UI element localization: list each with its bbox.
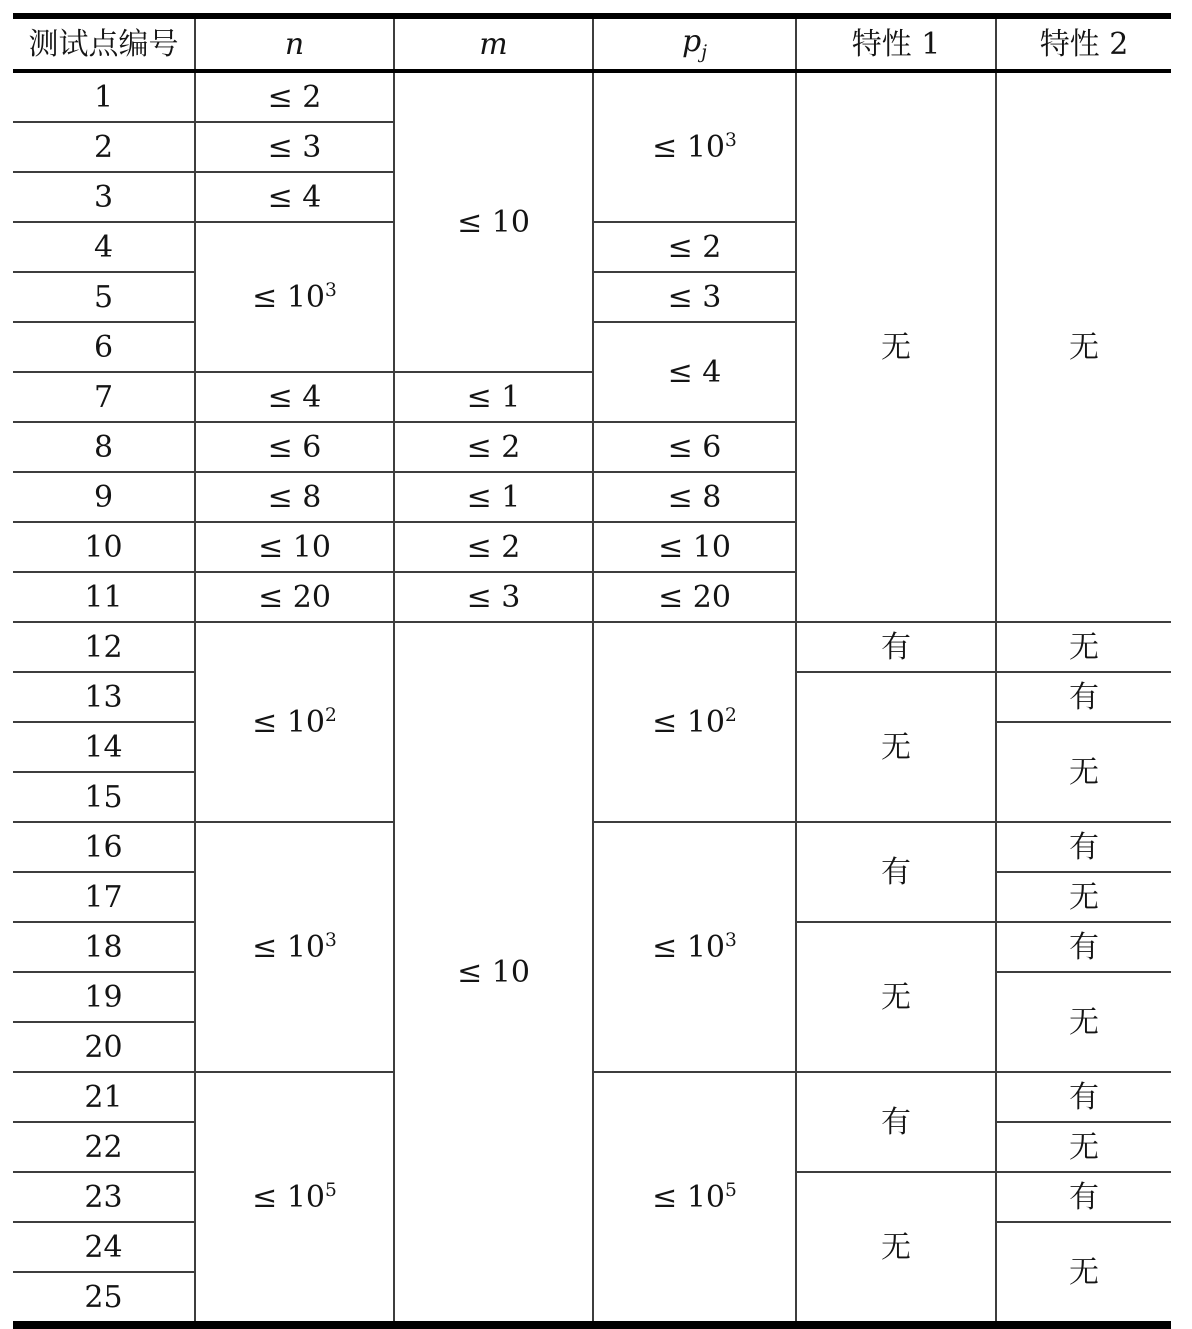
cell-row21-feature1: 有 xyxy=(796,1072,996,1172)
col-header-feature-1: 特性 1 xyxy=(796,16,996,71)
cell-row14-feature2: 无 xyxy=(996,722,1171,822)
cell-row15-test_point_id: 15 xyxy=(13,772,195,822)
cell-row21-feature2: 有 xyxy=(996,1072,1171,1122)
cell-row13-test_point_id: 13 xyxy=(13,672,195,722)
test-point-constraints-table xyxy=(13,13,1171,1329)
cell-row4-n: ≤ $10^3$ xyxy=(195,222,394,372)
cell-row23-feature2: 有 xyxy=(996,1172,1171,1222)
col-header-m: m xyxy=(394,16,593,71)
cell-row7-n: ≤ 4 xyxy=(195,372,394,422)
cell-row11-p_j: ≤ 20 xyxy=(593,572,796,622)
col-header-test-point-id: 测试点编号 xyxy=(13,16,195,71)
cell-row10-test_point_id: 10 xyxy=(13,522,195,572)
cell-row11-m: ≤ 3 xyxy=(394,572,593,622)
col-header-feature-2: 特性 2 xyxy=(996,16,1171,71)
cell-row18-test_point_id: 18 xyxy=(13,922,195,972)
cell-row1-p_j: ≤ $10^3$ xyxy=(593,71,796,222)
cell-row3-test_point_id: 3 xyxy=(13,172,195,222)
cell-row16-feature1: 有 xyxy=(796,822,996,922)
table-row-1 xyxy=(13,71,1171,122)
cell-row8-n: ≤ 6 xyxy=(195,422,394,472)
cell-row22-feature2: 无 xyxy=(996,1122,1171,1172)
cell-row13-feature1: 无 xyxy=(796,672,996,822)
cell-row4-test_point_id: 4 xyxy=(13,222,195,272)
cell-row1-n: ≤ 2 xyxy=(195,71,394,122)
cell-row19-feature2: 无 xyxy=(996,972,1171,1072)
cell-row4-p_j: ≤ 2 xyxy=(593,222,796,272)
cell-row19-test_point_id: 19 xyxy=(13,972,195,1022)
document-page xyxy=(13,13,1171,1329)
cell-row18-feature1: 无 xyxy=(796,922,996,1072)
cell-row12-test_point_id: 12 xyxy=(13,622,195,672)
cell-row22-test_point_id: 22 xyxy=(13,1122,195,1172)
cell-row12-n: ≤ $10^2$ xyxy=(195,622,394,822)
cell-row12-feature1: 有 xyxy=(796,622,996,672)
col-header-p-j: $p_j$ xyxy=(593,16,796,71)
cell-row9-test_point_id: 9 xyxy=(13,472,195,522)
cell-row16-p_j: ≤ $10^3$ xyxy=(593,822,796,1072)
cell-row10-m: ≤ 2 xyxy=(394,522,593,572)
cell-row8-m: ≤ 2 xyxy=(394,422,593,472)
cell-row9-p_j: ≤ 8 xyxy=(593,472,796,522)
cell-row5-p_j: ≤ 3 xyxy=(593,272,796,322)
cell-row9-m: ≤ 1 xyxy=(394,472,593,522)
cell-row11-n: ≤ 20 xyxy=(195,572,394,622)
cell-row24-test_point_id: 24 xyxy=(13,1222,195,1272)
cell-row6-p_j: ≤ 4 xyxy=(593,322,796,422)
table-row-12 xyxy=(13,622,1171,672)
cell-row7-m: ≤ 1 xyxy=(394,372,593,422)
cell-row23-feature1: 无 xyxy=(796,1172,996,1325)
cell-row2-n: ≤ 3 xyxy=(195,122,394,172)
cell-row23-test_point_id: 23 xyxy=(13,1172,195,1222)
cell-row13-feature2: 有 xyxy=(996,672,1171,722)
cell-row2-test_point_id: 2 xyxy=(13,122,195,172)
cell-row12-m: ≤ 10 xyxy=(394,622,593,1325)
cell-row1-feature2: 无 xyxy=(996,71,1171,622)
cell-row10-p_j: ≤ 10 xyxy=(593,522,796,572)
cell-row1-test_point_id: 1 xyxy=(13,71,195,122)
cell-row25-test_point_id: 25 xyxy=(13,1272,195,1325)
cell-row24-feature2: 无 xyxy=(996,1222,1171,1325)
cell-row1-feature1: 无 xyxy=(796,71,996,622)
cell-row16-n: ≤ $10^3$ xyxy=(195,822,394,1072)
cell-row17-feature2: 无 xyxy=(996,872,1171,922)
cell-row8-test_point_id: 8 xyxy=(13,422,195,472)
cell-row14-test_point_id: 14 xyxy=(13,722,195,772)
cell-row1-m: ≤ 10 xyxy=(394,71,593,372)
cell-row21-p_j: ≤ $10^5$ xyxy=(593,1072,796,1325)
cell-row16-test_point_id: 16 xyxy=(13,822,195,872)
cell-row10-n: ≤ 10 xyxy=(195,522,394,572)
cell-row12-feature2: 无 xyxy=(996,622,1171,672)
cell-row5-test_point_id: 5 xyxy=(13,272,195,322)
cell-row12-p_j: ≤ $10^2$ xyxy=(593,622,796,822)
cell-row6-test_point_id: 6 xyxy=(13,322,195,372)
cell-row9-n: ≤ 8 xyxy=(195,472,394,522)
cell-row21-test_point_id: 21 xyxy=(13,1072,195,1122)
cell-row8-p_j: ≤ 6 xyxy=(593,422,796,472)
cell-row16-feature2: 有 xyxy=(996,822,1171,872)
cell-row3-n: ≤ 4 xyxy=(195,172,394,222)
cell-row20-test_point_id: 20 xyxy=(13,1022,195,1072)
table-body xyxy=(13,71,1171,1325)
col-header-n: n xyxy=(195,16,394,71)
header-row xyxy=(13,16,1171,71)
cell-row17-test_point_id: 17 xyxy=(13,872,195,922)
cell-row21-n: ≤ $10^5$ xyxy=(195,1072,394,1325)
cell-row11-test_point_id: 11 xyxy=(13,572,195,622)
cell-row18-feature2: 有 xyxy=(996,922,1171,972)
cell-row7-test_point_id: 7 xyxy=(13,372,195,422)
